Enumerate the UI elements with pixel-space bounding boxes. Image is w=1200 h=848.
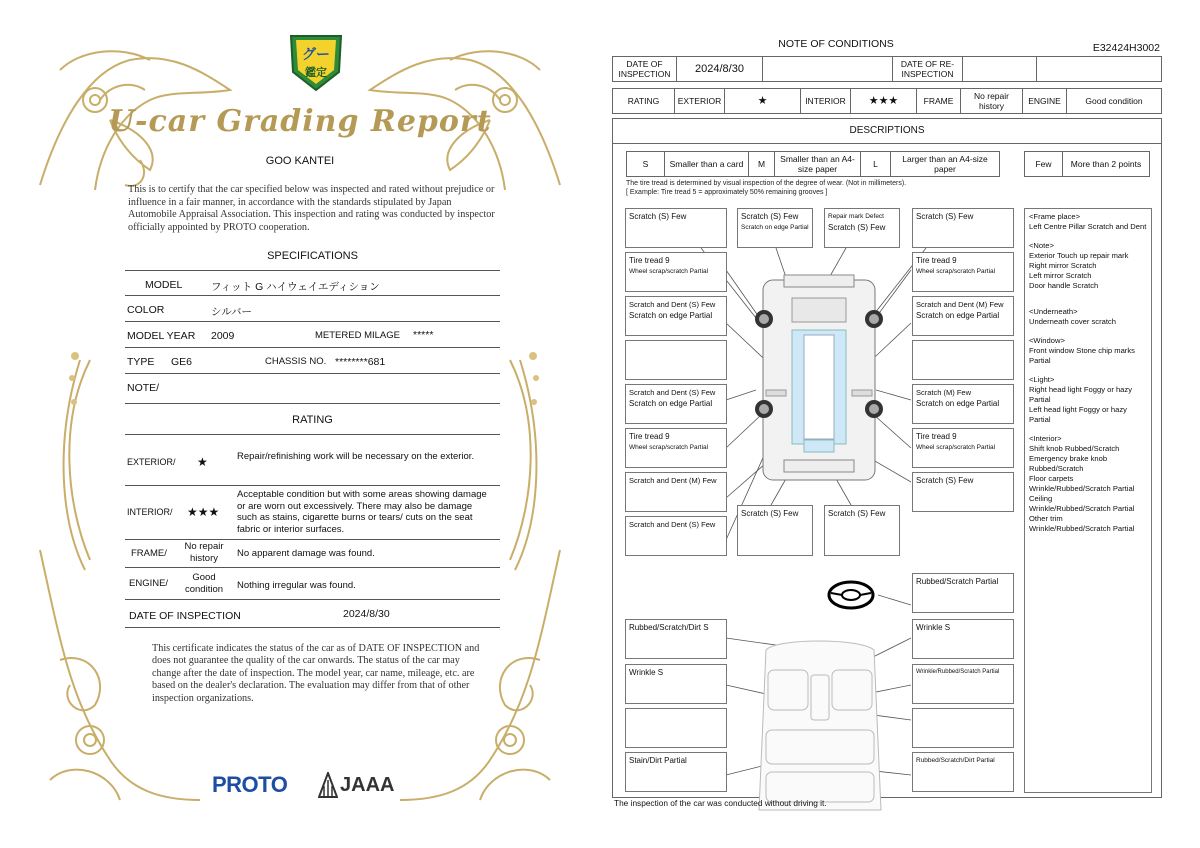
legend-l-text: Larger than an A4-size paper <box>891 152 1000 177</box>
tire-example: [ Example: Tire tread 5 = approximately 50% remaining grooves ] <box>626 189 828 196</box>
legend-m: M <box>749 152 775 177</box>
frame-text: No apparent damage was found. <box>237 548 375 559</box>
condition-subtext: Repair mark Defect <box>828 213 884 220</box>
color-row <box>125 296 500 322</box>
remark-line: Left head light Foggy or hazy Partial <box>1029 405 1127 424</box>
jaaa-logo: JAAA <box>340 774 395 796</box>
model-row <box>125 270 500 296</box>
condition-text: Scratch and Dent (M) Few <box>916 300 1004 309</box>
remark-line: Wrinkle/Rubbed/Scratch Partial <box>1029 524 1135 533</box>
report-code: E32424H3002 <box>1092 42 1160 54</box>
condition-text: Scratch on edge Partial <box>916 311 1000 320</box>
condition-box: Rubbed/Scratch Partial <box>912 573 1014 613</box>
exterior-label: EXTERIOR <box>675 89 725 114</box>
condition-box: Rubbed/Scratch/Dirt Partial <box>912 752 1014 792</box>
report-title: U-car Grading Report <box>108 104 492 139</box>
condition-box <box>912 252 1014 292</box>
remark-line: Front window Stone chip marks Partial <box>1029 346 1135 365</box>
certificate-intro: This is to certify that the car specified below was inspected and rated without prejudice or influence in a fair manner, in accordance with the standards stipulated by Japan Automobile Appraisal Association. This inspection and rating was conducted by inspector officially appointed by PROTO cooperation. <box>128 184 495 233</box>
frame-rating: No repair history <box>961 89 1023 114</box>
exterior-rating-row <box>125 434 500 486</box>
condition-box: Scratch and Dent (S) Few <box>625 516 727 556</box>
remark-line: Exterior Touch up repair mark <box>1029 251 1129 260</box>
condition-box <box>912 384 1014 424</box>
condition-box: Scratch (S) Few <box>824 505 900 556</box>
engine-label: ENGINE <box>1023 89 1067 114</box>
legend-s: S <box>627 152 665 177</box>
condition-text: Scratch (M) Few <box>916 388 972 397</box>
remark-line: Emergency brake knob Rubbed/Scratch <box>1029 454 1108 473</box>
condition-box: Scratch (S) Few <box>912 472 1014 512</box>
logo-strip <box>212 770 412 800</box>
remark-frame-place <box>1029 212 1147 232</box>
condition-box: Rubbed/Scratch/Dirt S <box>625 619 727 659</box>
condition-text: Scratch on edge Partial <box>916 399 1000 408</box>
remark-line: Wrinkle/Rubbed/Scratch Partial <box>1029 484 1135 493</box>
remark-line: Wrinkle/Rubbed/Scratch Partial <box>1029 504 1135 513</box>
frame-label: FRAME/ <box>131 548 167 559</box>
condition-subtext: Scratch on edge Partial <box>741 224 809 231</box>
condition-box-empty <box>625 708 727 748</box>
remark-line: Left Centre Pillar Scratch and Dent <box>1029 222 1147 231</box>
condition-box: Scratch (S) Few <box>737 505 813 556</box>
model-year-value: 2009 <box>211 330 235 342</box>
metered-label: METERED MILAGE <box>315 330 400 341</box>
date-value: 2024/8/30 <box>343 608 390 620</box>
remark-heading: <Underneath> <box>1029 307 1078 316</box>
metered-value: ***** <box>413 329 434 341</box>
exterior-rating: ★ <box>725 89 801 114</box>
condition-text: Tire tread 9 <box>629 256 670 265</box>
remark-heading: <Interior> <box>1029 434 1062 443</box>
conditions-title: NOTE OF CONDITIONS <box>778 38 894 50</box>
condition-box <box>912 428 1014 468</box>
frame-value: No repair history <box>184 541 224 564</box>
condition-box-empty <box>625 340 727 380</box>
car-top-view <box>755 275 883 480</box>
engine-value: Good condition <box>184 572 224 595</box>
condition-box: Stain/Dirt Partial <box>625 752 727 792</box>
chassis-label: CHASSIS NO. <box>265 356 327 367</box>
condition-box <box>625 296 727 336</box>
remark-line: Right head light Foggy or hazy Partial <box>1029 385 1132 404</box>
model-label: MODEL <box>145 279 183 291</box>
condition-text: Tire tread 9 <box>916 432 957 441</box>
date-label: DATE OF INSPECTION <box>129 610 241 622</box>
frame-rating-row <box>125 540 500 568</box>
remark-window <box>1029 336 1147 366</box>
condition-text: Scratch and Dent (S) Few <box>629 300 716 309</box>
remark-heading: <Window> <box>1029 336 1065 345</box>
model-year-row <box>125 322 500 348</box>
condition-box-empty <box>912 708 1014 748</box>
badge-emblem <box>287 32 345 94</box>
report-subtitle: GOO KANTEI <box>265 155 335 167</box>
steering-wheel-icon <box>829 582 873 608</box>
svg-text:鑑定: 鑑定 <box>305 66 327 79</box>
remarks-panel <box>1024 208 1152 793</box>
proto-logo: PROTO <box>212 772 288 797</box>
engine-rating-row <box>125 568 500 600</box>
type-row <box>125 348 500 374</box>
frame-label: FRAME <box>917 89 961 114</box>
remark-note <box>1029 241 1147 291</box>
interior-rating-row <box>125 486 500 540</box>
condition-box <box>737 208 813 248</box>
conditions-footer: The inspection of the car was conducted without driving it. <box>614 798 827 808</box>
jaaa-emblem-icon <box>318 772 338 798</box>
remark-heading: <Frame place> <box>1029 212 1081 221</box>
engine-text: Nothing irregular was found. <box>237 580 356 591</box>
condition-text: Scratch on edge Partial <box>629 399 713 408</box>
remark-line: Other trim <box>1029 514 1063 523</box>
rating-label: RATING <box>613 89 675 114</box>
model-year-label: MODEL YEAR <box>127 330 196 342</box>
inspection-date-value: 2024/8/30 <box>677 57 763 82</box>
condition-box <box>824 208 900 248</box>
condition-box: Scratch (S) Few <box>912 208 1014 248</box>
condition-subtext: Wheel scrap/scratch Partial <box>916 444 996 451</box>
type-label: TYPE <box>127 356 155 368</box>
remark-line: Left mirror Scratch <box>1029 271 1092 280</box>
condition-box: Wrinkle/Rubbed/Scratch Partial <box>912 664 1014 704</box>
interior-rating: ★★★ <box>851 89 917 114</box>
legend-l: L <box>861 152 891 177</box>
condition-box <box>625 428 727 468</box>
remark-line: Ceiling <box>1029 494 1053 503</box>
exterior-label: EXTERIOR/ <box>127 457 176 467</box>
condition-text: Scratch and Dent (S) Few <box>629 388 716 397</box>
condition-text: Tire tread 9 <box>629 432 670 441</box>
interior-label: INTERIOR/ <box>127 507 173 517</box>
legend-s-text: Smaller than a card <box>665 152 749 177</box>
condition-box <box>625 252 727 292</box>
condition-box <box>912 296 1014 336</box>
condition-text: Tire tread 9 <box>916 256 957 265</box>
color-value: シルバー <box>211 306 253 318</box>
remark-underneath <box>1029 307 1147 327</box>
interior-text: Acceptable condition but with some areas showing damage or are worn out excessively. There may also be damage such as stains, cigarette burns or tears/ cuts on the seat fabric or interior surfaces. <box>237 489 487 535</box>
remark-line: Underneath cover scratch <box>1029 317 1116 326</box>
remark-line: Right mirror Scratch <box>1029 261 1097 270</box>
legend-few: Few <box>1025 152 1063 177</box>
color-label: COLOR <box>127 304 165 316</box>
chassis-value: ********681 <box>335 356 386 368</box>
tire-note: The tire tread is determined by visual inspection of the degree of wear. (Not in millimeters). <box>626 180 907 187</box>
condition-text: Scratch on edge Partial <box>629 311 713 320</box>
legend-few-text: More than 2 points <box>1063 152 1150 177</box>
svg-text:グー: グー <box>302 47 330 63</box>
condition-box-empty <box>912 340 1014 380</box>
inspection-date-label: DATE OF INSPECTION <box>613 57 677 82</box>
remark-interior <box>1029 434 1147 534</box>
legend-m-text: Smaller than an A4-size paper <box>775 152 861 177</box>
model-value: フィット G ハイウェイエディション <box>211 281 380 293</box>
condition-box: Wrinkle S <box>912 619 1014 659</box>
date-row <box>125 600 500 628</box>
engine-rating: Good condition <box>1067 89 1162 114</box>
note-row <box>125 374 500 404</box>
note-of-conditions <box>606 30 1168 820</box>
condition-subtext: Wheel scrap/scratch Partial <box>629 268 709 275</box>
specifications-heading: SPECIFICATIONS <box>267 250 358 262</box>
interior-label: INTERIOR <box>801 89 851 114</box>
rating-heading: RATING <box>292 414 333 426</box>
condition-text: Scratch (S) Few <box>741 212 799 221</box>
type-value: GE6 <box>171 356 193 368</box>
condition-box: Scratch and Dent (M) Few <box>625 472 727 512</box>
condition-box: Wrinkle S <box>625 664 727 704</box>
condition-subtext: Wheel scrap/scratch Partial <box>629 444 709 451</box>
condition-box <box>625 384 727 424</box>
remark-line: Door handle Scratch <box>1029 281 1099 290</box>
condition-subtext: Wheel scrap/scratch Partial <box>916 268 996 275</box>
descriptions-heading: DESCRIPTIONS <box>612 118 1162 144</box>
car-interior-view <box>759 641 881 810</box>
remark-line: Floor carpets <box>1029 474 1074 483</box>
certificate-footer: This certificate indicates the status of the car as of DATE OF INSPECTION and does not guarantee the quality of the car onwards. The status of the car may change after the date of inspection. The model year, car name, mileage, etc. are based on the dealer's declaration. The evaluation may differ from that of other inspection organizations. <box>152 643 480 704</box>
note-label: NOTE/ <box>127 382 160 394</box>
interior-stars: ★★★ <box>187 505 220 519</box>
remark-light <box>1029 375 1147 425</box>
engine-label: ENGINE/ <box>129 578 169 589</box>
remark-heading: <Light> <box>1029 375 1055 384</box>
remark-heading: <Note> <box>1029 241 1054 250</box>
exterior-stars: ★ <box>197 455 208 469</box>
reinspection-date-label: DATE OF RE-INSPECTION <box>893 57 963 82</box>
condition-box: Scratch (S) Few <box>625 208 727 248</box>
remark-line: Shift knob Rubbed/Scratch <box>1029 444 1120 453</box>
exterior-text: Repair/refinishing work will be necessary on the exterior. <box>237 451 475 462</box>
condition-text: Scratch (S) Few <box>828 223 886 232</box>
